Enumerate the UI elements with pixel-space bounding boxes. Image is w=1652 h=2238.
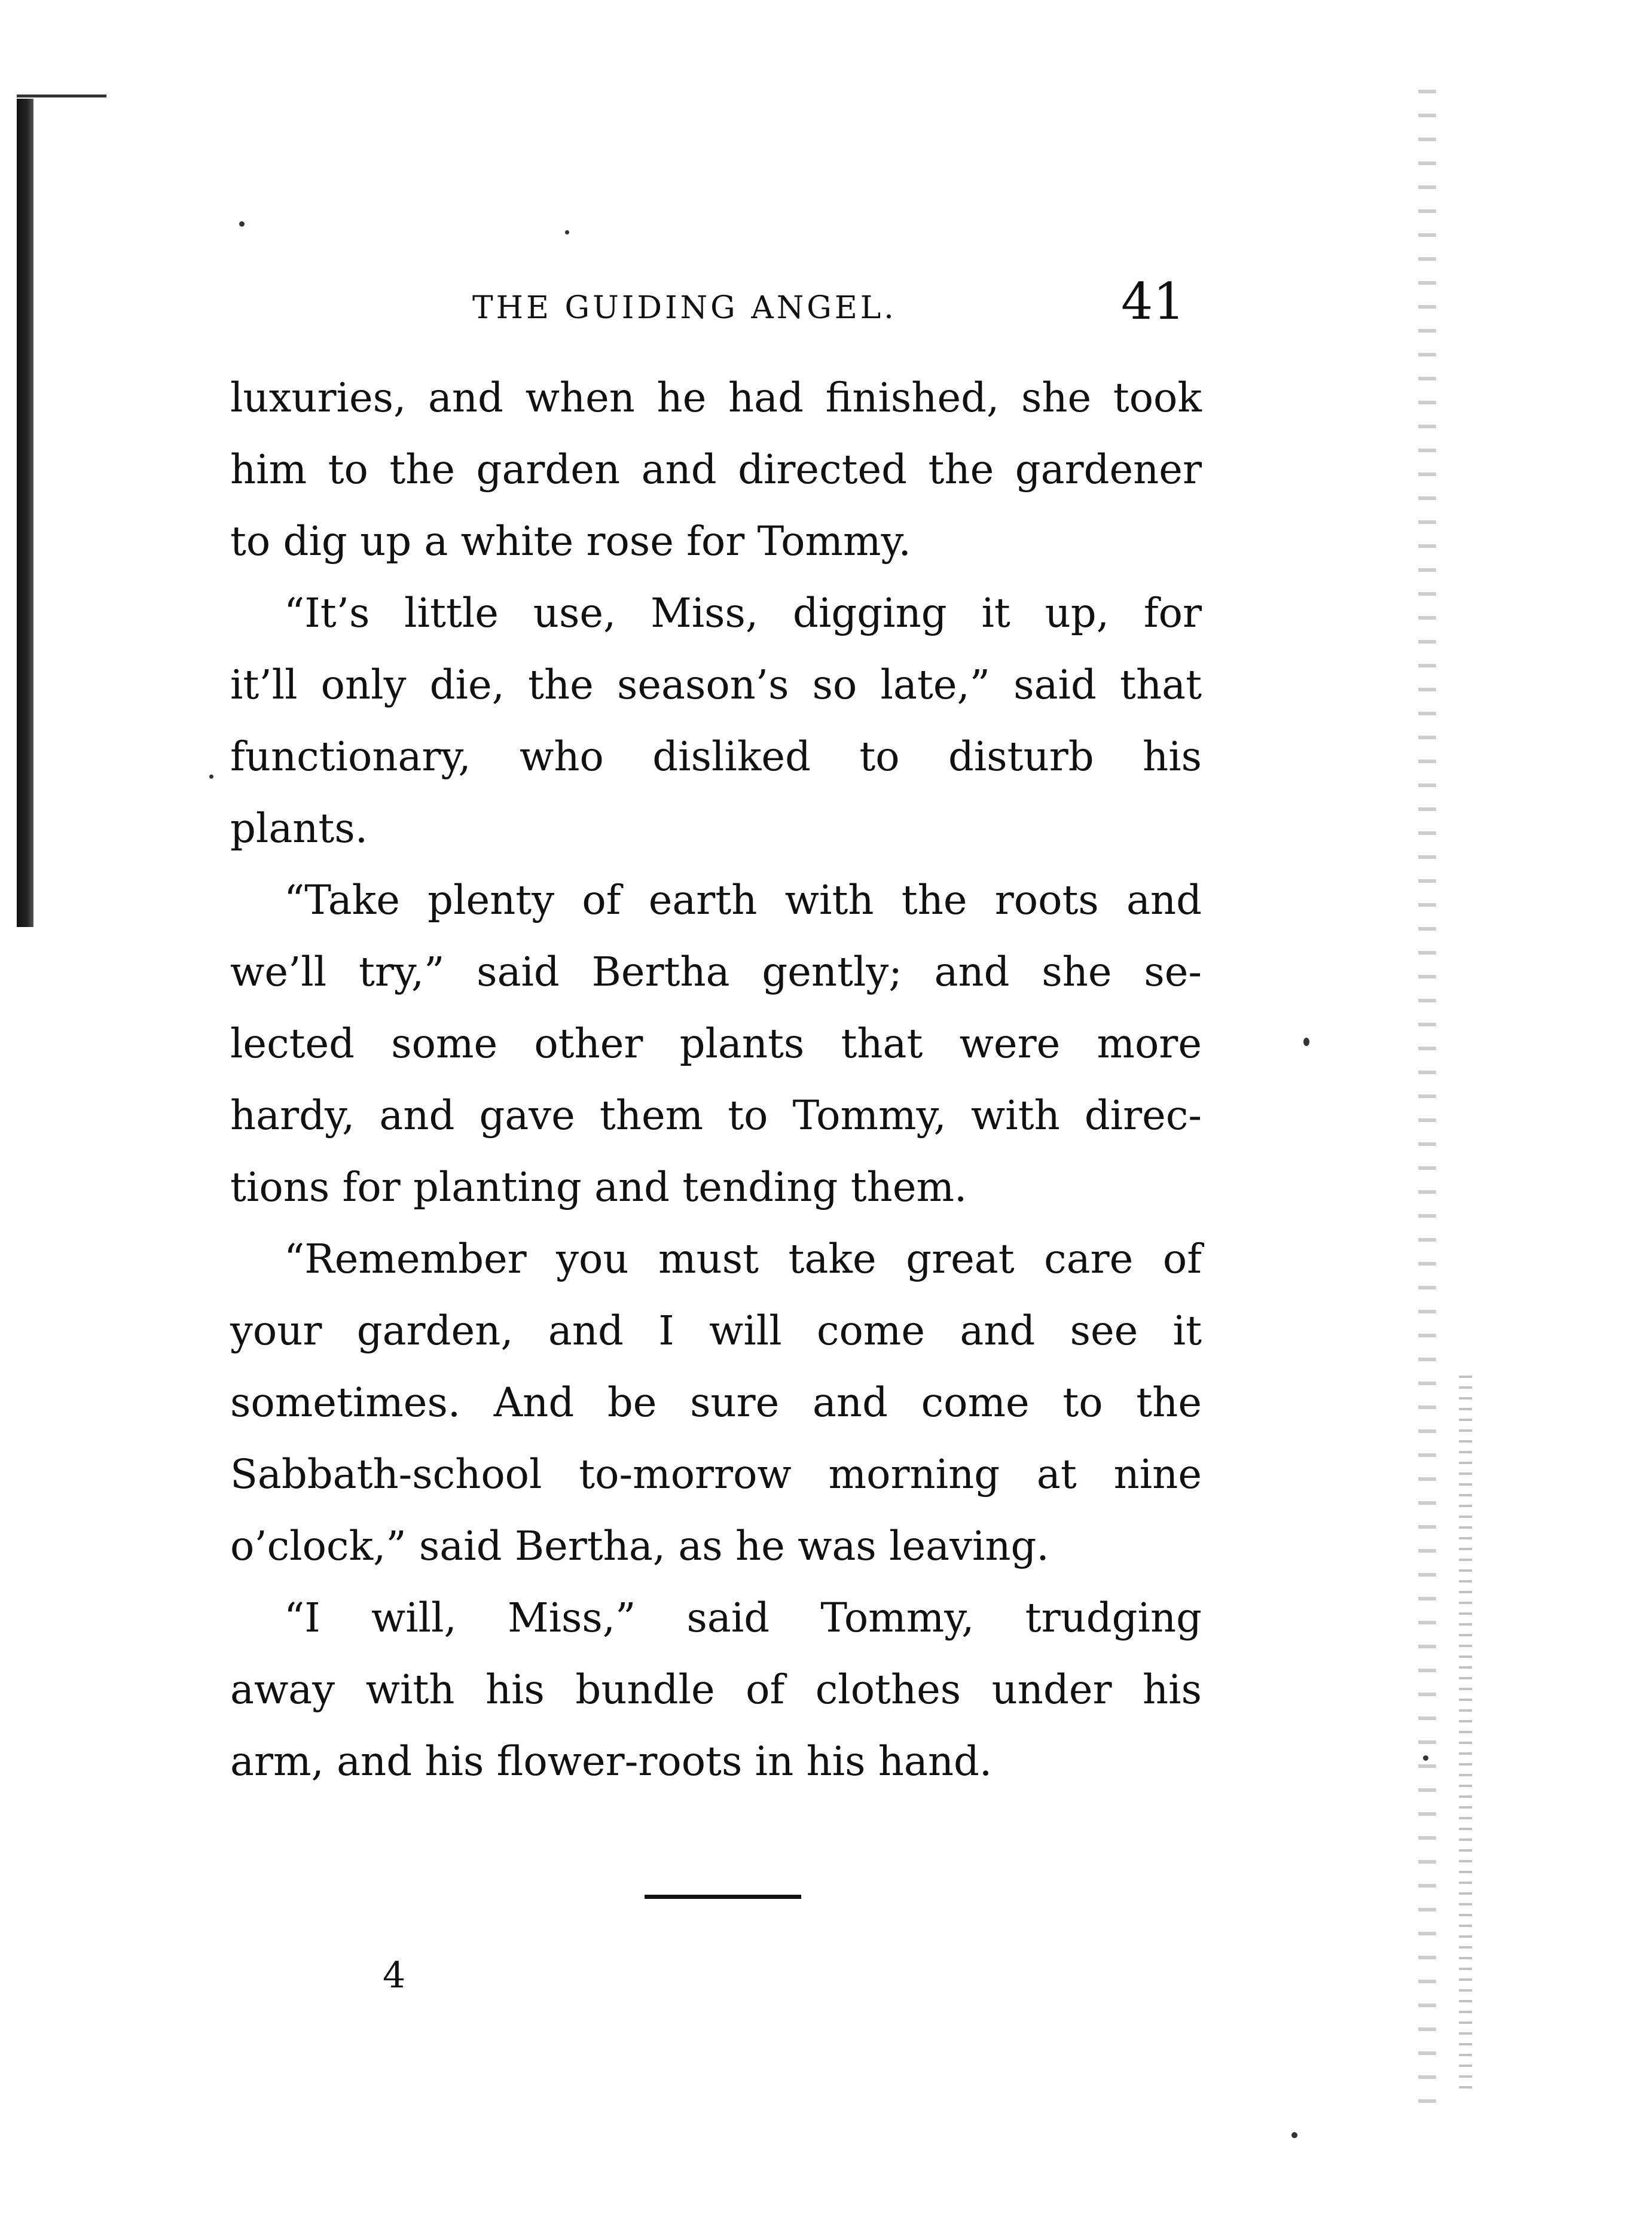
page-header [472, 272, 1190, 338]
text-line: “Remember you must take great care of [284, 1236, 1202, 1282]
scan-speck [1303, 1038, 1309, 1046]
text-line: him to the garden and directed the gardener [230, 446, 1202, 493]
text-line: o’clock,” said Bertha, as he was leaving. [230, 1523, 1049, 1569]
text-line: functionary, who disliked to disturb his [230, 733, 1202, 780]
scan-speck [1291, 2132, 1297, 2138]
text-line: your garden, and I will come and see it [230, 1307, 1202, 1354]
scan-edge-right [1418, 90, 1436, 2123]
text-line: we’ll try,” said Bertha gently; and she se- [230, 949, 1202, 995]
scan-speck [209, 775, 213, 779]
text-line: “It’s little use, Miss, digging it up, for [284, 590, 1202, 636]
text-line: plants. [230, 805, 368, 852]
text-line: to dig up a white rose for Tommy. [230, 518, 911, 565]
text-line: away with his bundle of clothes under his [230, 1666, 1202, 1713]
text-line: hardy, and gave them to Tommy, with direc- [230, 1092, 1202, 1139]
scan-speck [565, 230, 569, 234]
text-line: arm, and his flower-roots in his hand. [230, 1738, 993, 1785]
text-line: “Take plenty of earth with the roots and [284, 877, 1202, 923]
scan-speck [239, 221, 245, 227]
scan-edge-top [17, 94, 106, 97]
text-line: “I will, Miss,” said Tommy, trudging [284, 1594, 1202, 1641]
signature-mark: 4 [383, 1955, 406, 1996]
page-number: 41 [1121, 272, 1185, 331]
text-line: lected some other plants that were more [230, 1020, 1202, 1067]
text-line: it’ll only die, the season’s so late,” said that [230, 661, 1202, 708]
scan-binding-shadow [17, 99, 33, 927]
text-line: tions for planting and tending them. [230, 1164, 967, 1211]
text-line: sometimes. And be sure and come to the [230, 1379, 1202, 1426]
running-title: THE GUIDING ANGEL. [472, 290, 897, 326]
body-text [230, 362, 1202, 1797]
text-line: luxuries, and when he had finished, she took [230, 374, 1202, 421]
end-rule [645, 1895, 801, 1899]
scan-edge-right-lower [1459, 1376, 1472, 2093]
text-line: Sabbath-school to-morrow morning at nine [230, 1451, 1202, 1498]
scan-speck [1423, 1755, 1428, 1761]
